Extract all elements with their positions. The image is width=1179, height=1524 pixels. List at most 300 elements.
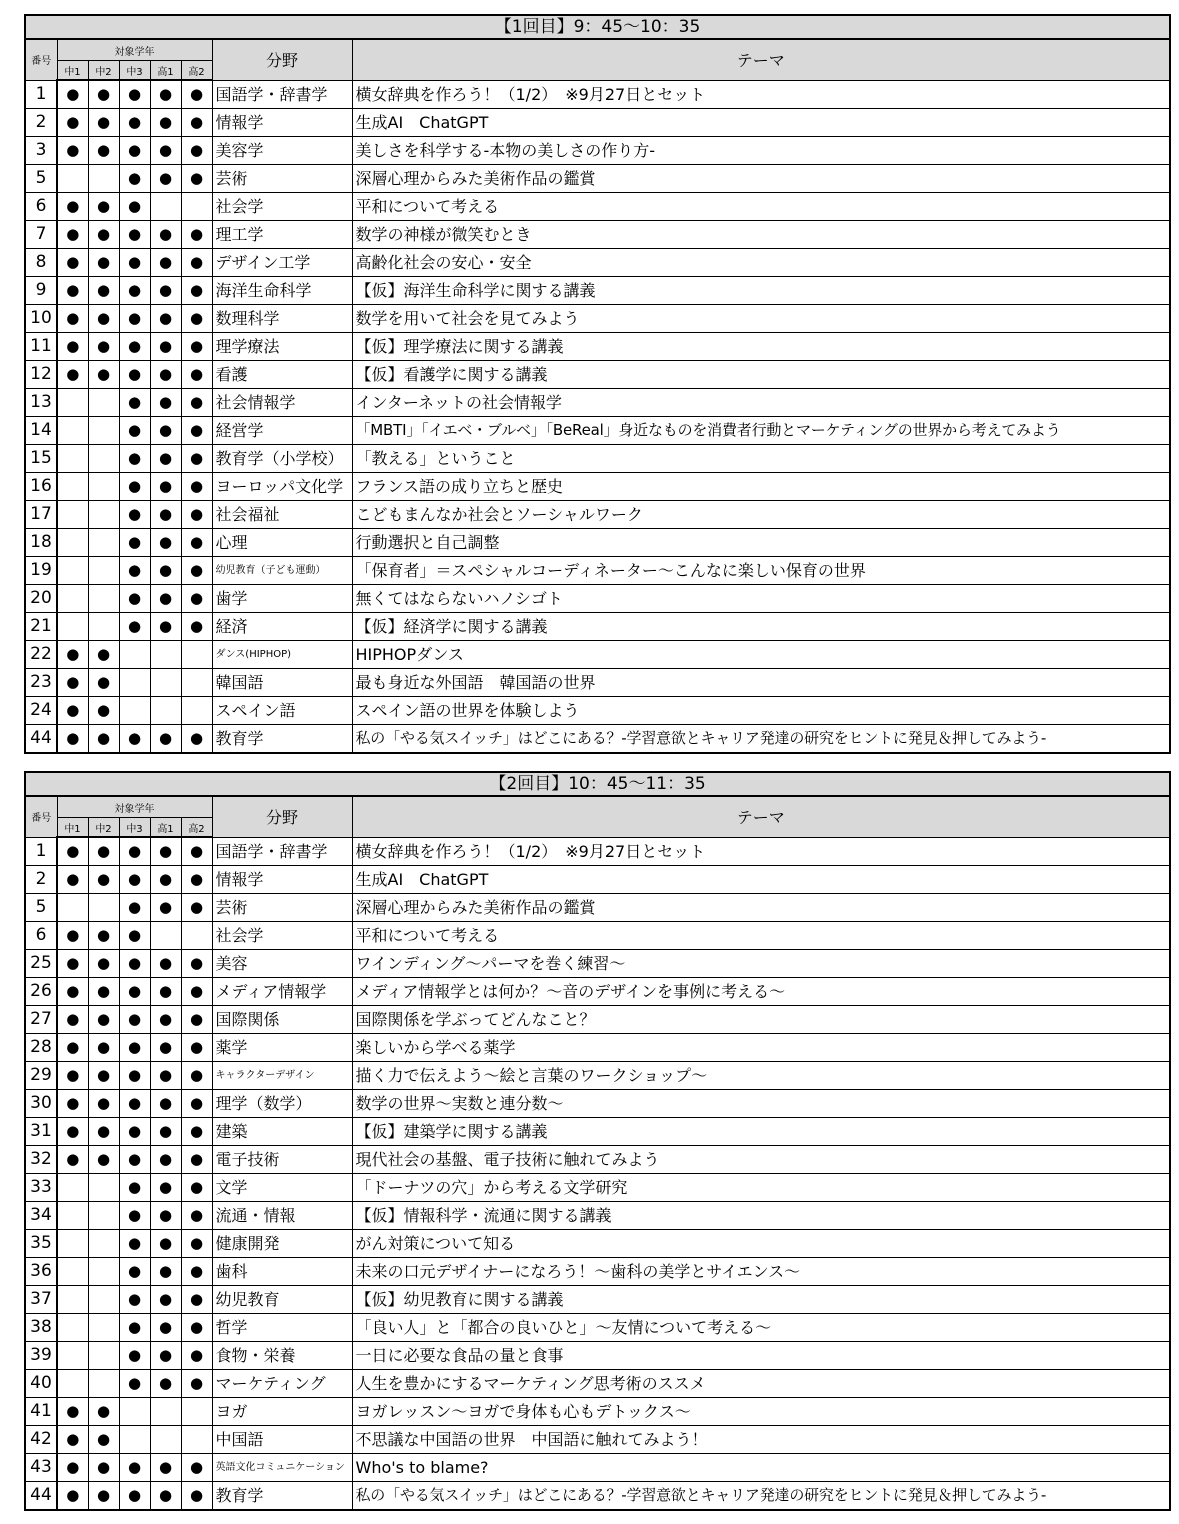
grade-mark-cell	[57, 445, 88, 473]
table-row	[25, 137, 1170, 165]
lecture-number: 12	[25, 361, 57, 389]
grade-mark-cell	[57, 1202, 88, 1230]
theme-cell: 【仮】経済学に関する講義	[352, 613, 1170, 641]
grade-mark-cell: ●	[119, 837, 150, 866]
grade-mark-cell: ●	[119, 1062, 150, 1090]
grade-mark-cell: ●	[57, 1454, 88, 1482]
table-row	[25, 1314, 1170, 1342]
table-row	[25, 529, 1170, 557]
grade-mark-cell	[88, 501, 119, 529]
grade-mark-cell: ●	[119, 1314, 150, 1342]
grade-mark-cell	[150, 193, 181, 221]
grade-mark-cell	[150, 669, 181, 697]
theme-cell: 不思議な中国語の世界 中国語に触れてみよう！	[352, 1426, 1170, 1454]
grade-mark-cell	[88, 1230, 119, 1258]
field-cell: 海洋生命科学	[212, 277, 352, 305]
lecture-number: 22	[25, 641, 57, 669]
table-row	[25, 221, 1170, 249]
grade-mark-cell: ●	[119, 417, 150, 445]
table-row	[25, 1146, 1170, 1174]
grade-mark-cell	[119, 697, 150, 725]
grade-mark-cell: ●	[57, 1118, 88, 1146]
theme-cell: 平和について考える	[352, 922, 1170, 950]
lecture-number: 1	[25, 837, 57, 866]
grade-mark-cell	[88, 1174, 119, 1202]
lecture-number: 18	[25, 529, 57, 557]
table-row	[25, 866, 1170, 894]
field-cell: 美容	[212, 950, 352, 978]
grade-mark-cell: ●	[119, 1146, 150, 1174]
grade-mark-cell: ●	[150, 1230, 181, 1258]
grade-mark-cell: ●	[150, 1342, 181, 1370]
grade-mark-cell: ●	[150, 1370, 181, 1398]
field-cell: 歯科	[212, 1258, 352, 1286]
grade-mark-cell: ●	[57, 866, 88, 894]
grade-mark-cell	[88, 417, 119, 445]
header-theme: テーマ	[352, 39, 1170, 80]
field-cell: 国際関係	[212, 1006, 352, 1034]
lecture-number: 3	[25, 137, 57, 165]
theme-cell: 「ドーナツの穴」から考える文学研究	[352, 1174, 1170, 1202]
grade-mark-cell: ●	[150, 249, 181, 277]
table-row	[25, 1034, 1170, 1062]
field-cell: 幼児教育（子ども運動）	[212, 557, 352, 585]
grade-mark-cell: ●	[181, 473, 212, 501]
grade-mark-cell: ●	[57, 137, 88, 165]
grade-mark-cell: ●	[88, 361, 119, 389]
grade-mark-cell: ●	[119, 585, 150, 613]
table-row	[25, 641, 1170, 669]
grade-mark-cell: ●	[181, 529, 212, 557]
grade-mark-cell: ●	[119, 137, 150, 165]
grade-mark-cell: ●	[88, 1006, 119, 1034]
lecture-number: 17	[25, 501, 57, 529]
lecture-number: 32	[25, 1146, 57, 1174]
grade-mark-cell: ●	[181, 1118, 212, 1146]
grade-mark-cell: ●	[57, 333, 88, 361]
grade-mark-cell: ●	[57, 922, 88, 950]
grade-mark-cell: ●	[150, 417, 181, 445]
lecture-number: 5	[25, 894, 57, 922]
field-cell: 文学	[212, 1174, 352, 1202]
grade-mark-cell: ●	[150, 1146, 181, 1174]
header-grade-h2: 高2	[181, 818, 212, 838]
grade-mark-cell: ●	[119, 445, 150, 473]
table-row	[25, 669, 1170, 697]
grade-mark-cell: ●	[181, 417, 212, 445]
grade-mark-cell: ●	[181, 249, 212, 277]
grade-mark-cell: ●	[181, 165, 212, 193]
lecture-number: 28	[25, 1034, 57, 1062]
grade-mark-cell: ●	[181, 866, 212, 894]
grade-mark-cell: ●	[119, 305, 150, 333]
table-row	[25, 1454, 1170, 1482]
grade-mark-cell: ●	[57, 978, 88, 1006]
grade-mark-cell: ●	[150, 529, 181, 557]
grade-mark-cell: ●	[150, 950, 181, 978]
grade-mark-cell	[57, 1230, 88, 1258]
grade-mark-cell: ●	[88, 109, 119, 137]
grade-mark-cell	[88, 1314, 119, 1342]
field-cell: 心理	[212, 529, 352, 557]
grade-mark-cell: ●	[119, 725, 150, 754]
field-cell: 教育学	[212, 725, 352, 754]
lecture-number: 34	[25, 1202, 57, 1230]
grade-mark-cell: ●	[181, 137, 212, 165]
grade-mark-cell: ●	[88, 950, 119, 978]
grade-mark-cell: ●	[88, 1426, 119, 1454]
grade-mark-cell: ●	[119, 866, 150, 894]
grade-mark-cell: ●	[119, 557, 150, 585]
grade-mark-cell: ●	[181, 1314, 212, 1342]
field-cell: ダンス(HIPHOP)	[212, 641, 352, 669]
lecture-number: 30	[25, 1090, 57, 1118]
header-grade-h1: 高1	[150, 818, 181, 838]
grade-mark-cell: ●	[119, 473, 150, 501]
grade-mark-cell	[57, 894, 88, 922]
field-cell: 社会学	[212, 922, 352, 950]
grade-mark-cell: ●	[181, 1174, 212, 1202]
grade-mark-cell: ●	[181, 109, 212, 137]
grade-mark-cell: ●	[57, 1062, 88, 1090]
grade-mark-cell	[57, 585, 88, 613]
header-grade-j3: 中3	[119, 61, 150, 81]
grade-mark-cell: ●	[57, 950, 88, 978]
grade-mark-cell	[88, 445, 119, 473]
header-theme: テーマ	[352, 796, 1170, 837]
grade-mark-cell: ●	[88, 305, 119, 333]
field-cell: 教育学（小学校）	[212, 445, 352, 473]
grade-mark-cell: ●	[119, 950, 150, 978]
field-cell: 美容学	[212, 137, 352, 165]
table-row	[25, 697, 1170, 725]
grade-mark-cell: ●	[57, 1398, 88, 1426]
grade-mark-cell: ●	[119, 1118, 150, 1146]
lecture-number: 42	[25, 1426, 57, 1454]
grade-mark-cell: ●	[150, 165, 181, 193]
grade-mark-cell	[57, 529, 88, 557]
lecture-number: 19	[25, 557, 57, 585]
grade-mark-cell: ●	[181, 445, 212, 473]
grade-mark-cell: ●	[88, 866, 119, 894]
grade-mark-cell: ●	[150, 894, 181, 922]
grade-mark-cell: ●	[88, 837, 119, 866]
lecture-number: 11	[25, 333, 57, 361]
grade-mark-cell: ●	[181, 1342, 212, 1370]
grade-mark-cell: ●	[119, 1454, 150, 1482]
grade-mark-cell: ●	[88, 277, 119, 305]
theme-cell: 高齢化社会の安心・安全	[352, 249, 1170, 277]
table-row	[25, 249, 1170, 277]
grade-mark-cell: ●	[57, 249, 88, 277]
field-cell: メディア情報学	[212, 978, 352, 1006]
grade-mark-cell: ●	[119, 1258, 150, 1286]
grade-mark-cell	[57, 473, 88, 501]
table-row	[25, 585, 1170, 613]
grade-mark-cell: ●	[181, 978, 212, 1006]
grade-mark-cell: ●	[150, 1482, 181, 1511]
header-grade-h2: 高2	[181, 61, 212, 81]
grade-mark-cell: ●	[181, 557, 212, 585]
field-cell: 経済	[212, 613, 352, 641]
field-cell: ヨガ	[212, 1398, 352, 1426]
grade-mark-cell: ●	[181, 894, 212, 922]
table-row	[25, 361, 1170, 389]
grade-mark-cell: ●	[57, 221, 88, 249]
field-cell: 社会学	[212, 193, 352, 221]
field-cell: マーケティング	[212, 1370, 352, 1398]
theme-cell: 横女辞典を作ろう！（1/2） ※9月27日とセット	[352, 80, 1170, 109]
theme-cell: メディア情報学とは何か？～音のデザインを事例に考える～	[352, 978, 1170, 1006]
lecture-number: 25	[25, 950, 57, 978]
theme-cell: インターネットの社会情報学	[352, 389, 1170, 417]
table-row	[25, 1370, 1170, 1398]
lecture-number: 21	[25, 613, 57, 641]
grade-mark-cell: ●	[181, 1006, 212, 1034]
grade-mark-cell: ●	[181, 1146, 212, 1174]
grade-mark-cell: ●	[150, 1454, 181, 1482]
grade-mark-cell: ●	[119, 1202, 150, 1230]
table-row	[25, 894, 1170, 922]
grade-mark-cell: ●	[88, 333, 119, 361]
grade-mark-cell: ●	[119, 1090, 150, 1118]
lecture-number: 41	[25, 1398, 57, 1426]
theme-cell: 平和について考える	[352, 193, 1170, 221]
table-row	[25, 417, 1170, 445]
grade-mark-cell: ●	[119, 389, 150, 417]
theme-cell: HIPHOPダンス	[352, 641, 1170, 669]
grade-mark-cell: ●	[88, 978, 119, 1006]
grade-mark-cell: ●	[150, 866, 181, 894]
grade-mark-cell: ●	[57, 725, 88, 754]
grade-mark-cell: ●	[119, 1034, 150, 1062]
grade-mark-cell: ●	[119, 978, 150, 1006]
theme-cell: 深層心理からみた美術作品の鑑賞	[352, 165, 1170, 193]
grade-mark-cell: ●	[150, 473, 181, 501]
table-row	[25, 1398, 1170, 1426]
grade-mark-cell: ●	[119, 613, 150, 641]
grade-mark-cell: ●	[181, 501, 212, 529]
grade-mark-cell: ●	[119, 922, 150, 950]
theme-cell: 【仮】情報科学・流通に関する講義	[352, 1202, 1170, 1230]
grade-mark-cell	[119, 641, 150, 669]
lecture-number: 29	[25, 1062, 57, 1090]
lecture-number: 38	[25, 1314, 57, 1342]
lecture-number: 2	[25, 109, 57, 137]
grade-mark-cell	[88, 1258, 119, 1286]
grade-mark-cell: ●	[57, 837, 88, 866]
grade-mark-cell: ●	[150, 1118, 181, 1146]
table-row	[25, 1006, 1170, 1034]
lecture-number: 5	[25, 165, 57, 193]
grade-mark-cell	[57, 417, 88, 445]
grade-mark-cell: ●	[119, 249, 150, 277]
field-cell: 芸術	[212, 894, 352, 922]
grade-mark-cell: ●	[57, 641, 88, 669]
theme-cell: 行動選択と自己調整	[352, 529, 1170, 557]
field-cell: 建築	[212, 1118, 352, 1146]
grade-mark-cell: ●	[88, 1482, 119, 1511]
grade-mark-cell: ●	[57, 669, 88, 697]
grade-mark-cell	[150, 922, 181, 950]
grade-mark-cell: ●	[150, 1314, 181, 1342]
grade-mark-cell: ●	[57, 277, 88, 305]
lecture-number: 10	[25, 305, 57, 333]
grade-mark-cell: ●	[88, 1146, 119, 1174]
grade-mark-cell: ●	[181, 1258, 212, 1286]
lecture-number: 35	[25, 1230, 57, 1258]
field-cell: 食物・栄養	[212, 1342, 352, 1370]
grade-mark-cell	[57, 1370, 88, 1398]
grade-mark-cell: ●	[150, 361, 181, 389]
field-cell: 健康開発	[212, 1230, 352, 1258]
grade-mark-cell: ●	[150, 1062, 181, 1090]
lecture-number: 24	[25, 697, 57, 725]
grade-mark-cell: ●	[88, 725, 119, 754]
grade-mark-cell: ●	[181, 80, 212, 109]
grade-mark-cell: ●	[181, 1034, 212, 1062]
field-cell: キャラクターデザイン	[212, 1062, 352, 1090]
grade-mark-cell: ●	[57, 1034, 88, 1062]
lecture-number: 6	[25, 922, 57, 950]
header-grade-j1: 中1	[57, 61, 88, 81]
field-cell: 情報学	[212, 109, 352, 137]
grade-mark-cell: ●	[150, 613, 181, 641]
grade-mark-cell: ●	[181, 361, 212, 389]
header-grade-j3: 中3	[119, 818, 150, 838]
header-grade-j2: 中2	[88, 818, 119, 838]
header-number: 番号	[25, 39, 57, 80]
grade-mark-cell	[150, 641, 181, 669]
table-row	[25, 193, 1170, 221]
theme-cell: 「MBTI」「イエベ・ブルベ」「BeReal」身近なものを消費者行動とマーケティングの世界から考えてみよう	[352, 417, 1170, 445]
grade-mark-cell	[57, 1314, 88, 1342]
lecture-number: 1	[25, 80, 57, 109]
grade-mark-cell	[150, 1426, 181, 1454]
table-row	[25, 305, 1170, 333]
grade-mark-cell: ●	[88, 1454, 119, 1482]
theme-cell: 楽しいから学べる薬学	[352, 1034, 1170, 1062]
grade-mark-cell: ●	[119, 109, 150, 137]
grade-mark-cell: ●	[119, 193, 150, 221]
grade-mark-cell: ●	[57, 1090, 88, 1118]
theme-cell: 【仮】幼児教育に関する講義	[352, 1286, 1170, 1314]
session-title: 【1回目】9：45～10：35	[25, 15, 1170, 39]
grade-mark-cell: ●	[150, 585, 181, 613]
lecture-number: 37	[25, 1286, 57, 1314]
table-row	[25, 1426, 1170, 1454]
table-row	[25, 165, 1170, 193]
theme-cell: 私の「やる気スイッチ」はどこにある？-学習意欲とキャリア発達の研究をヒントに発見＆押してみよう-	[352, 1482, 1170, 1511]
table-row	[25, 1062, 1170, 1090]
header-field: 分野	[212, 39, 352, 80]
grade-mark-cell	[181, 922, 212, 950]
grade-mark-cell: ●	[57, 1426, 88, 1454]
theme-cell: 未来の口元デザイナーになろう！～歯科の美学とサイエンス～	[352, 1258, 1170, 1286]
grade-mark-cell: ●	[119, 1482, 150, 1511]
table-row	[25, 1090, 1170, 1118]
table-row	[25, 445, 1170, 473]
grade-mark-cell: ●	[181, 950, 212, 978]
lecture-number: 36	[25, 1258, 57, 1286]
grade-mark-cell	[88, 473, 119, 501]
theme-cell: 無くてはならないハノシゴト	[352, 585, 1170, 613]
grade-mark-cell: ●	[88, 1034, 119, 1062]
table-row	[25, 80, 1170, 109]
grade-mark-cell: ●	[88, 137, 119, 165]
grade-mark-cell: ●	[150, 1286, 181, 1314]
grade-mark-cell	[119, 669, 150, 697]
field-cell: 中国語	[212, 1426, 352, 1454]
grade-mark-cell: ●	[88, 669, 119, 697]
grade-mark-cell: ●	[88, 221, 119, 249]
theme-cell: 描く力で伝えよう～絵と言葉のワークショップ～	[352, 1062, 1170, 1090]
table-row	[25, 109, 1170, 137]
field-cell: 理学（数学）	[212, 1090, 352, 1118]
grade-mark-cell: ●	[150, 109, 181, 137]
grade-mark-cell: ●	[150, 1034, 181, 1062]
table-row	[25, 1482, 1170, 1511]
grade-mark-cell	[119, 1426, 150, 1454]
theme-cell: 美しさを科学する-本物の美しさの作り方-	[352, 137, 1170, 165]
grade-mark-cell: ●	[181, 305, 212, 333]
grade-mark-cell	[57, 1342, 88, 1370]
session-table-2	[24, 771, 1171, 1511]
grade-mark-cell	[57, 1258, 88, 1286]
grade-mark-cell: ●	[150, 1258, 181, 1286]
table-row	[25, 1258, 1170, 1286]
lecture-number: 33	[25, 1174, 57, 1202]
table-row	[25, 1230, 1170, 1258]
grade-mark-cell: ●	[150, 277, 181, 305]
session-title: 【2回目】10：45～11：35	[25, 772, 1170, 796]
theme-cell: フランス語の成り立ちと歴史	[352, 473, 1170, 501]
field-cell: 幼児教育	[212, 1286, 352, 1314]
grade-mark-cell: ●	[57, 1482, 88, 1511]
grade-mark-cell: ●	[57, 305, 88, 333]
grade-mark-cell: ●	[119, 361, 150, 389]
lecture-number: 15	[25, 445, 57, 473]
grade-mark-cell: ●	[57, 109, 88, 137]
grade-mark-cell: ●	[181, 1482, 212, 1511]
field-cell: 看護	[212, 361, 352, 389]
lecture-number: 2	[25, 866, 57, 894]
grade-mark-cell: ●	[119, 333, 150, 361]
lecture-number: 44	[25, 725, 57, 754]
theme-cell: 国際関係を学ぶってどんなこと？	[352, 1006, 1170, 1034]
session-rows	[25, 837, 1170, 1510]
theme-cell: 深層心理からみた美術作品の鑑賞	[352, 894, 1170, 922]
field-cell: 哲学	[212, 1314, 352, 1342]
table-row	[25, 922, 1170, 950]
grade-mark-cell	[150, 1398, 181, 1426]
grade-mark-cell: ●	[88, 1062, 119, 1090]
grade-mark-cell: ●	[57, 1006, 88, 1034]
grade-mark-cell: ●	[88, 641, 119, 669]
header-field: 分野	[212, 796, 352, 837]
field-cell: 情報学	[212, 866, 352, 894]
grade-mark-cell	[88, 165, 119, 193]
theme-cell: 生成AI ChatGPT	[352, 109, 1170, 137]
theme-cell: 【仮】理学療法に関する講義	[352, 333, 1170, 361]
field-cell: 歯学	[212, 585, 352, 613]
grade-mark-cell	[88, 1342, 119, 1370]
grade-mark-cell	[181, 1426, 212, 1454]
grade-mark-cell	[119, 1398, 150, 1426]
theme-cell: 数学の神様が微笑むとき	[352, 221, 1170, 249]
grade-mark-cell: ●	[119, 894, 150, 922]
lecture-number: 31	[25, 1118, 57, 1146]
